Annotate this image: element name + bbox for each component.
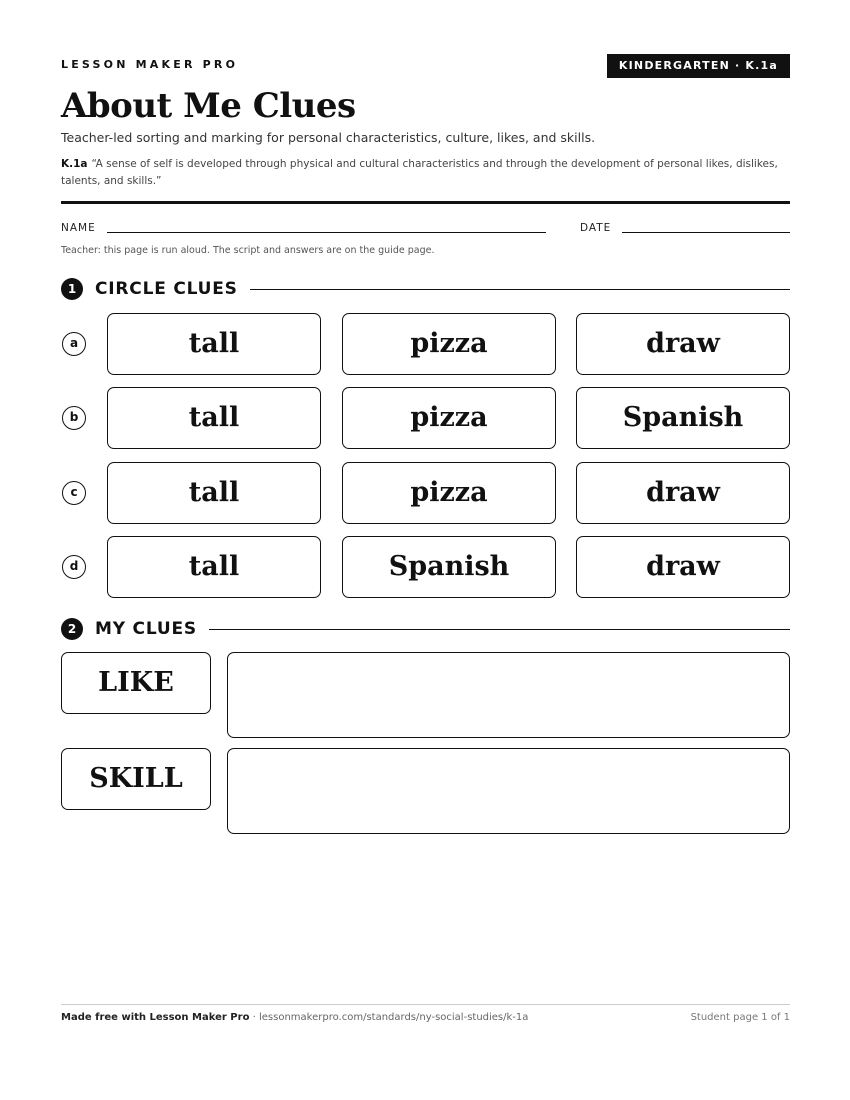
section-title: CIRCLE CLUES (95, 277, 250, 301)
clue-row-b (61, 387, 790, 449)
like-label-card: LIKE (61, 652, 211, 714)
clue-card[interactable]: draw (576, 536, 790, 598)
standard-text: “A sense of self is developed through physical and cultural characteristics and through the development of personal likes, dislikes, talents, and skills.” (61, 158, 778, 187)
clue-card[interactable]: Spanish (576, 387, 790, 449)
clue-row-c (61, 462, 790, 524)
footer-made-with: Made free with Lesson Maker Pro (61, 1012, 250, 1023)
row-letter: b (62, 406, 86, 430)
section-number: 1 (61, 278, 83, 300)
page-subtitle: Teacher-led sorting and marking for personal characteristics, culture, likes, and skills. (61, 130, 596, 145)
date-label: DATE (580, 222, 612, 234)
my-clue-row-skill (61, 748, 790, 834)
standard-statement (61, 156, 790, 190)
clue-card[interactable]: draw (576, 313, 790, 375)
clue-card[interactable]: pizza (342, 313, 556, 375)
section-number: 2 (61, 618, 83, 640)
section-my-clues-header (61, 617, 790, 641)
header-divider (61, 201, 790, 204)
footer-page-number: Student page 1 of 1 (690, 1012, 790, 1023)
row-letter: c (62, 481, 86, 505)
name-label: NAME (61, 222, 96, 234)
clue-card[interactable]: pizza (342, 462, 556, 524)
page-title: About Me Clues (61, 86, 356, 126)
skill-label-card: SKILL (61, 748, 211, 810)
clue-card[interactable]: tall (107, 462, 321, 524)
section-title: MY CLUES (95, 617, 209, 641)
clue-row-d (61, 536, 790, 598)
brand-name: LESSON MAKER PRO (61, 58, 239, 71)
my-clue-row-like (61, 652, 790, 738)
clue-card[interactable]: draw (576, 462, 790, 524)
footer-credit (61, 1012, 528, 1023)
clue-card[interactable]: pizza (342, 387, 556, 449)
clue-card[interactable]: tall (107, 387, 321, 449)
row-letter: d (62, 555, 86, 579)
section-circle-clues-header (61, 277, 790, 301)
skill-answer-box[interactable] (227, 748, 790, 834)
top-bar (61, 54, 790, 78)
grade-badge: KINDERGARTEN · K.1a (607, 54, 790, 78)
standard-code: K.1a (61, 158, 88, 170)
worksheet-page (61, 0, 790, 1100)
clue-row-a (61, 313, 790, 375)
name-field[interactable] (107, 232, 546, 233)
name-date-row (61, 222, 790, 236)
like-answer-box[interactable] (227, 652, 790, 738)
row-letter: a (62, 332, 86, 356)
clue-card[interactable]: tall (107, 536, 321, 598)
clue-card[interactable]: Spanish (342, 536, 556, 598)
footer-divider (61, 1004, 790, 1005)
teacher-note: Teacher: this page is run aloud. The script and answers are on the guide page. (61, 245, 435, 256)
footer-separator: · (249, 1012, 259, 1023)
date-field[interactable] (622, 232, 790, 233)
footer-url[interactable]: lessonmakerpro.com/standards/ny-social-studies/k-1a (258, 1012, 529, 1023)
clue-card[interactable]: tall (107, 313, 321, 375)
